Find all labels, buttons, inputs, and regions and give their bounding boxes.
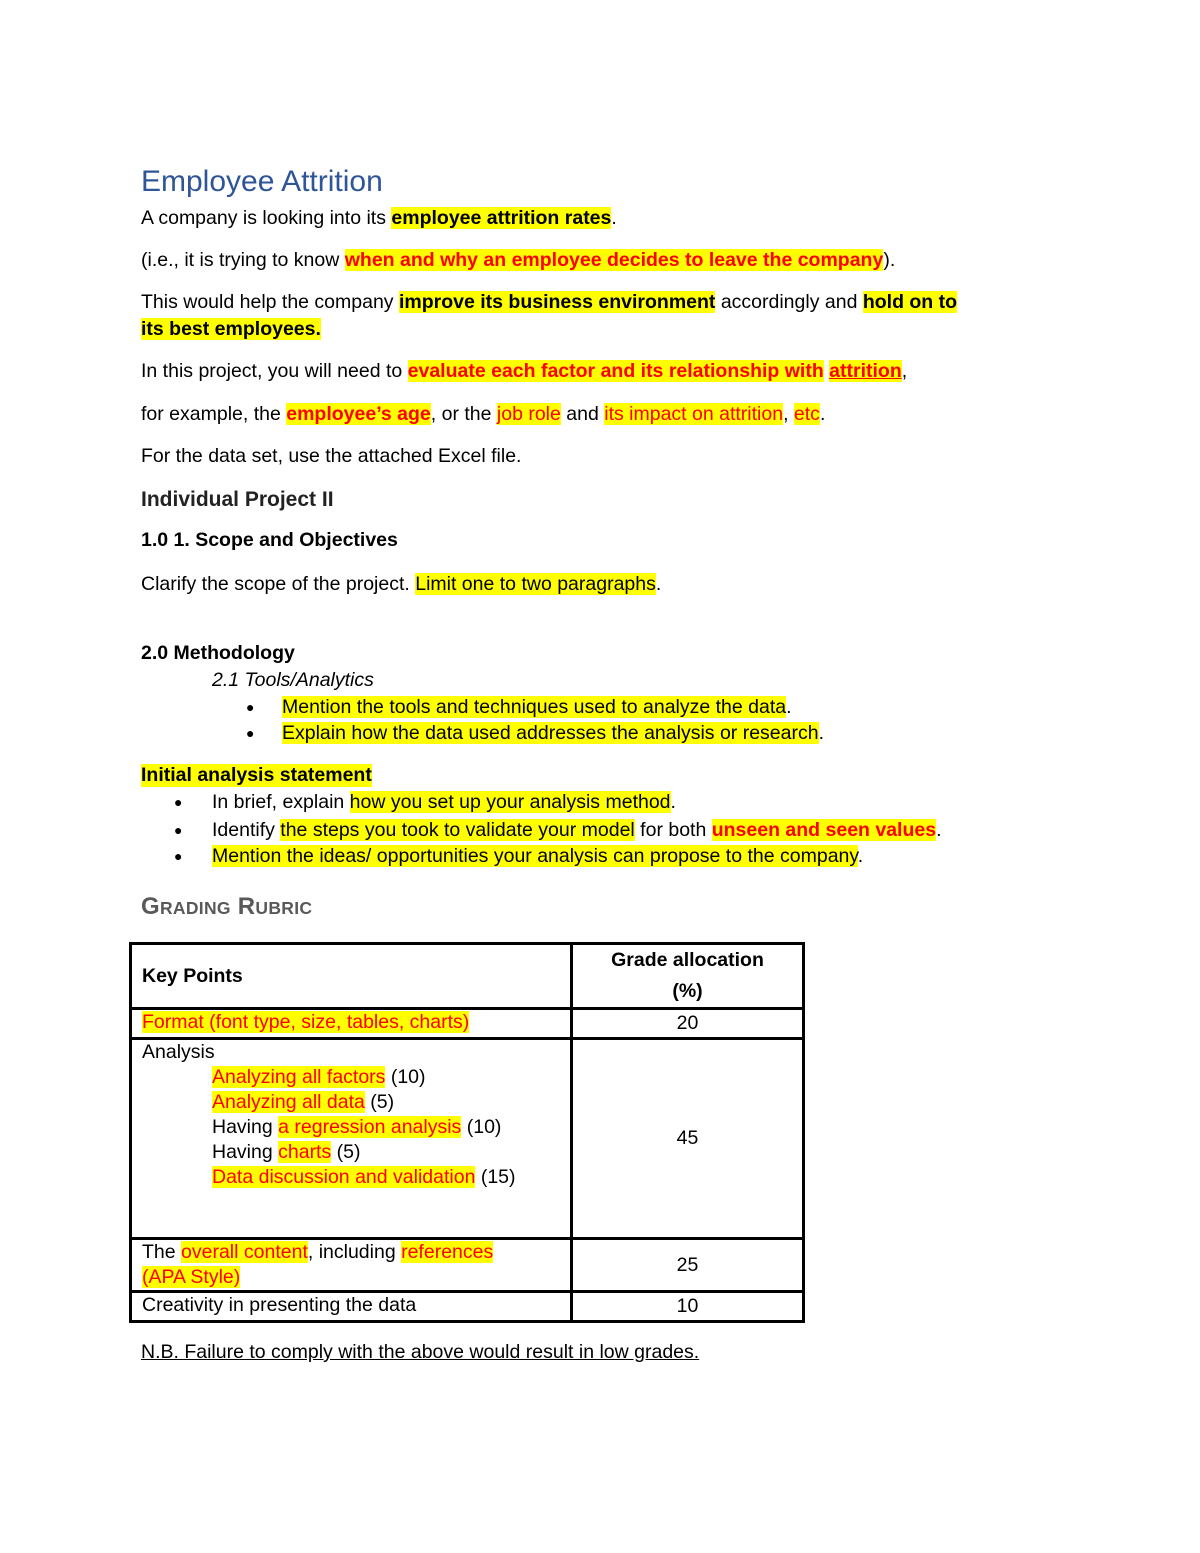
text: for example, the xyxy=(141,403,287,425)
highlight: employee attrition rates xyxy=(391,207,612,229)
text: , or the xyxy=(430,403,497,425)
document-title: Employee Attrition xyxy=(141,165,383,198)
text: (%) xyxy=(672,980,703,1002)
text: Identify xyxy=(212,819,281,841)
scope-paragraph xyxy=(141,572,661,596)
highlight: overall content xyxy=(181,1241,308,1263)
highlight: charts xyxy=(278,1141,332,1163)
cell-grade: 20 xyxy=(572,1009,804,1039)
highlight: employee’s age xyxy=(286,403,431,425)
bullet-icon: ● xyxy=(174,794,183,810)
text: . xyxy=(655,573,662,595)
highlight: Analyzing all factors xyxy=(212,1066,386,1088)
table-row xyxy=(131,1239,804,1292)
text: A company is looking into its xyxy=(141,207,392,229)
text: (10) xyxy=(461,1116,502,1138)
cell-grade: 25 xyxy=(572,1239,804,1292)
cell-key-point: Creativity in presenting the data xyxy=(131,1292,572,1322)
analysis-item xyxy=(142,1115,570,1140)
text: . xyxy=(786,696,792,718)
text: R xyxy=(237,893,256,920)
text: and xyxy=(560,403,605,425)
text: Having xyxy=(212,1141,279,1163)
table-row xyxy=(131,1039,804,1239)
methodology-heading: 2.0 Methodology xyxy=(141,642,295,664)
highlight: when and why an employee decides to leave the company xyxy=(344,249,884,271)
bullet-icon: ● xyxy=(174,848,183,864)
highlight: its best employees. xyxy=(141,318,321,340)
footnote: N.B. Failure to comply with the above would result in low grades. xyxy=(141,1341,700,1363)
text: G xyxy=(141,893,160,920)
paragraph-dataset: For the data set, use the attached Excel file. xyxy=(141,445,522,467)
methodology-bullet-2 xyxy=(282,721,824,745)
text: (15) xyxy=(475,1166,516,1188)
highlight: evaluate each factor and its relationship with xyxy=(407,360,824,382)
rubric-heading xyxy=(141,893,312,921)
section-title: Individual Project II xyxy=(141,488,334,511)
initial-bullet-2 xyxy=(212,818,942,842)
text: . xyxy=(819,403,826,425)
analysis-item xyxy=(142,1065,570,1090)
highlight: Analyzing all data xyxy=(212,1091,365,1113)
paragraph-ie xyxy=(141,248,895,272)
text: In brief, explain xyxy=(212,791,350,813)
bullet-icon: ● xyxy=(246,725,255,741)
highlight: Explain how the data used addresses the analysis or research xyxy=(282,722,819,744)
highlight: (APA Style) xyxy=(142,1266,241,1288)
paragraph-example xyxy=(141,402,825,426)
text: Grade allocation xyxy=(611,949,764,971)
initial-bullet-1 xyxy=(212,790,676,814)
highlight: job role xyxy=(496,403,561,425)
paragraph-intro xyxy=(141,206,617,230)
text: . xyxy=(936,819,942,841)
table-row xyxy=(131,1009,804,1039)
cell-grade: 45 xyxy=(572,1039,804,1239)
text: In this project, you will need to xyxy=(141,360,408,382)
rubric-table xyxy=(129,942,805,1323)
bullet-icon: ● xyxy=(174,822,183,838)
analysis-item xyxy=(142,1165,570,1190)
cell-grade: 10 xyxy=(572,1292,804,1322)
text: Key Points xyxy=(142,964,243,987)
cell-key-point xyxy=(131,1039,572,1239)
highlight: a regression analysis xyxy=(278,1116,462,1138)
cell-key-point xyxy=(131,1009,572,1039)
text: (i.e., it is trying to know xyxy=(141,249,345,271)
highlight: Limit one to two paragraphs xyxy=(415,573,656,595)
text: This would help the company xyxy=(141,291,399,313)
header-grade-allocation xyxy=(572,944,804,1009)
methodology-bullet-1 xyxy=(282,695,792,719)
methodology-subheading: 2.1 Tools/Analytics xyxy=(212,669,374,691)
text: , xyxy=(901,360,908,382)
paragraph-help-line1 xyxy=(141,290,957,314)
text: UBRIC xyxy=(255,898,313,918)
highlight: hold on to xyxy=(862,291,958,313)
highlight: etc xyxy=(793,403,820,425)
text: accordingly and xyxy=(715,291,863,313)
initial-heading: Initial analysis statement xyxy=(141,764,372,786)
highlight: improve its business environment xyxy=(398,291,716,313)
highlight: its impact on attrition xyxy=(604,403,784,425)
bullet-icon: ● xyxy=(246,699,255,715)
initial-bullet-3 xyxy=(212,844,863,868)
text: (5) xyxy=(331,1141,361,1163)
table-row xyxy=(131,1292,804,1322)
text: ). xyxy=(883,249,896,271)
text: . xyxy=(818,722,824,744)
highlight: Data discussion and validation xyxy=(212,1166,476,1188)
highlight: unseen and seen values xyxy=(711,819,937,841)
text: (10) xyxy=(385,1066,426,1088)
text: for both xyxy=(634,819,712,841)
highlight: Mention the tools and techniques used to analyze the data xyxy=(282,696,787,718)
highlight: attrition xyxy=(829,360,902,382)
text: Having xyxy=(212,1116,279,1138)
highlight: how you set up your analysis method xyxy=(349,791,671,813)
text: RADING xyxy=(159,898,231,918)
paragraph-project xyxy=(141,359,907,383)
text: The xyxy=(142,1241,182,1263)
scope-heading: 1.0 1. Scope and Objectives xyxy=(141,529,398,551)
text: Clarify the scope of the project. xyxy=(141,573,416,595)
text: , xyxy=(783,403,794,425)
text: . xyxy=(670,791,676,813)
cell-key-point xyxy=(131,1239,572,1292)
highlight: the steps you took to validate your model xyxy=(280,819,635,841)
highlight: references xyxy=(401,1241,494,1263)
paragraph-help-line2 xyxy=(141,317,321,341)
header-key-points xyxy=(131,944,572,1009)
analysis-item xyxy=(142,1140,570,1165)
text: Analysis xyxy=(142,1041,215,1063)
text: , including xyxy=(307,1241,402,1263)
highlight: Format (font type, size, tables, charts) xyxy=(142,1011,470,1033)
text: . xyxy=(611,207,617,229)
analysis-item xyxy=(142,1090,570,1115)
text: (5) xyxy=(364,1091,395,1113)
highlight: Mention the ideas/ opportunities your analysis can propose to the company xyxy=(212,845,858,867)
table-header-row xyxy=(131,944,804,1009)
text: . xyxy=(857,845,864,867)
